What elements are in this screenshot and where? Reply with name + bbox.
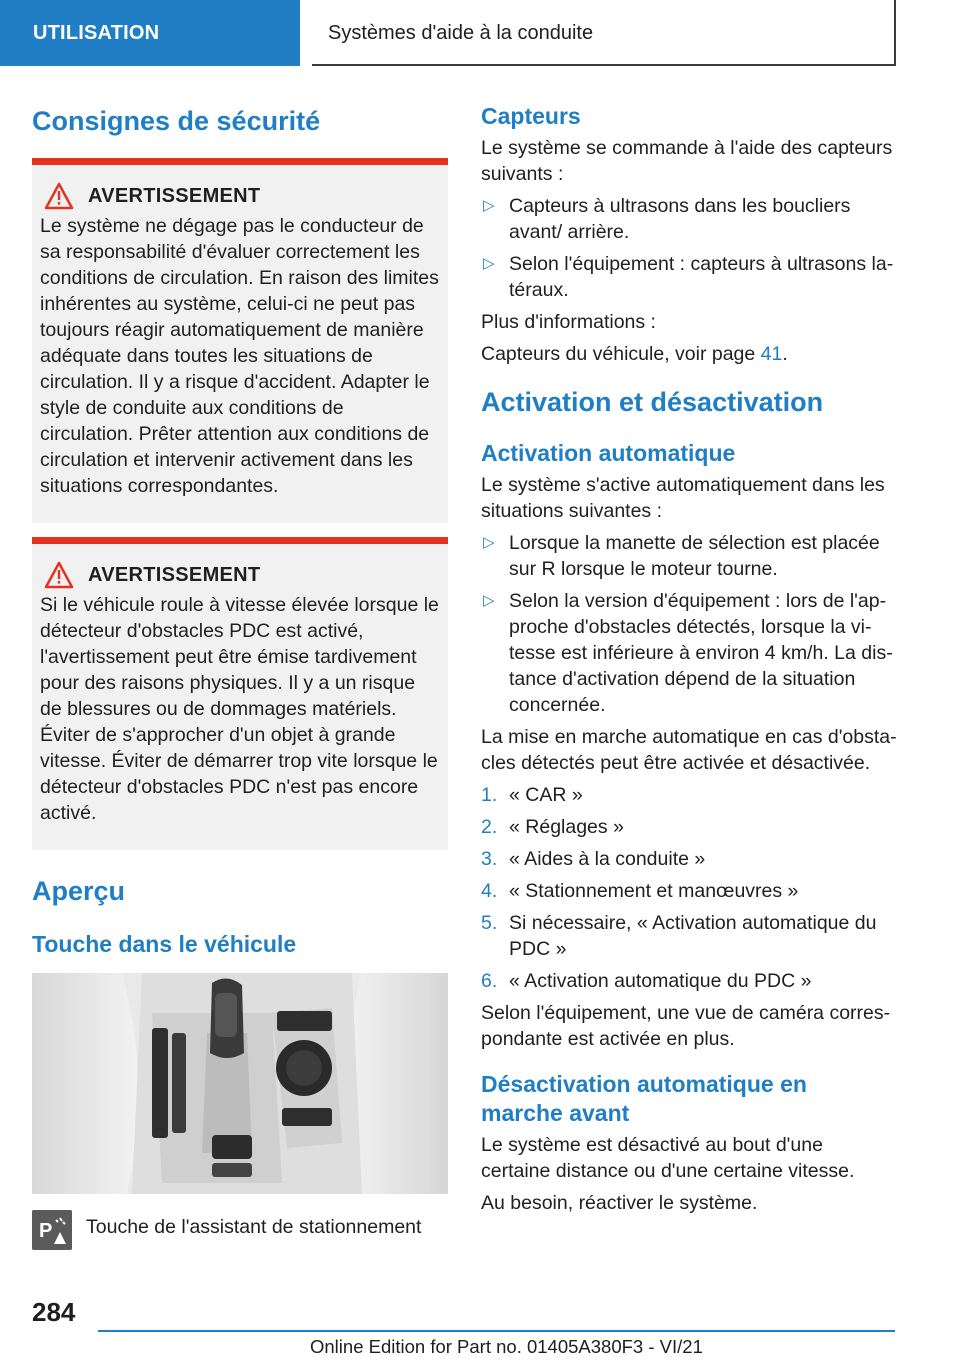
warning-triangle-icon bbox=[44, 561, 74, 589]
svg-text:P: P bbox=[39, 1220, 53, 1242]
right-column bbox=[481, 96, 897, 1216]
list-item: 2. « Réglages » bbox=[481, 816, 624, 838]
reactivate-text: Au besoin, réactiver le système. bbox=[481, 1192, 758, 1214]
warning-title: AVERTISSEMENT bbox=[88, 184, 261, 207]
list-item: 1. « CAR » bbox=[481, 784, 583, 806]
list-item: 6. « Activation automatique du PDC » bbox=[481, 970, 812, 992]
deactivation-heading: Désactivation automatique en marche avant bbox=[481, 1071, 807, 1126]
auto-activation-list bbox=[481, 530, 897, 718]
safety-heading: Consignes de sécurité bbox=[32, 106, 321, 136]
list-item: 4. « Stationnement et manœuvres » bbox=[481, 880, 799, 902]
edition-footer: Online Edition for Part no. 01405A380F3 - VI/21 bbox=[310, 1336, 703, 1357]
list-item: ▷ Lorsque la manette de sélection est placée sur R lorsque le moteur tourne. bbox=[483, 532, 880, 580]
chapter-title: Systèmes d'aide à la conduite bbox=[312, 0, 896, 66]
page-number: 284 bbox=[32, 1297, 76, 1327]
left-column bbox=[32, 96, 448, 1250]
triangle-bullet-icon: ▷ bbox=[483, 592, 495, 609]
page-link[interactable]: 41 bbox=[760, 343, 783, 365]
deactivation-text: Le système est désactivé au bout d'une certaine distance ou d'une certaine vitesse. bbox=[481, 1134, 855, 1182]
button-legend-text: Touche de l'assistant de stationnement bbox=[86, 1216, 422, 1238]
center-console-photo bbox=[32, 973, 448, 1194]
sensors-intro: Le système se commande à l'aide des capteurs suivants : bbox=[481, 137, 893, 185]
sensors-heading: Capteurs bbox=[481, 103, 581, 129]
list-item: ▷ Selon l'équipement : capteurs à ultrasons latéraux. bbox=[483, 253, 894, 301]
button-heading: Touche dans le véhicule bbox=[32, 931, 297, 957]
triangle-bullet-icon: ▷ bbox=[483, 534, 495, 551]
more-info-label: Plus d'informations : bbox=[481, 311, 656, 333]
overview-heading: Aperçu bbox=[32, 876, 126, 906]
footer-divider bbox=[98, 1330, 895, 1332]
sensors-list bbox=[481, 193, 897, 303]
section-tab: UTILISATION bbox=[0, 0, 300, 66]
triangle-bullet-icon: ▷ bbox=[483, 255, 495, 272]
warning-triangle-icon bbox=[44, 182, 74, 210]
warning-box bbox=[32, 537, 448, 850]
parking-assist-icon bbox=[32, 1210, 72, 1250]
warning-header bbox=[44, 181, 440, 211]
center-console-illustration bbox=[32, 973, 448, 1194]
warning-text: Le système ne dégage pas le conducteur de sa responsabilité d'évaluer correctement les conditions de circulation. En raison des limites inhérentes au système, celui-ci ne peut pas toujours réagir automatiquement de manière adéquate dans toutes les situations de circulation. Il y a risque d'accident. Adapter le style de conduite aux conditions de circulation. Prêter attention aux conditions de circulation et intervenir activement dans les situations correspondantes. bbox=[40, 215, 439, 497]
camera-note: Selon l'équipement, une vue de caméra correspondante est activée en plus. bbox=[481, 1002, 891, 1050]
auto-activation-note: La mise en marche automatique en cas d'obstacles détectés peut être activée et désactivée. bbox=[481, 726, 897, 774]
auto-activation-heading: Activation automatique bbox=[481, 440, 736, 466]
triangle-bullet-icon: ▷ bbox=[483, 197, 495, 214]
warning-box bbox=[32, 158, 448, 523]
button-legend bbox=[32, 1210, 448, 1250]
warning-header bbox=[44, 560, 440, 590]
warning-title: AVERTISSEMENT bbox=[88, 563, 261, 586]
cross-reference: Capteurs du véhicule, voir page 41. bbox=[481, 343, 788, 365]
steps-list bbox=[481, 782, 897, 994]
list-item: ▷ Selon la version d'équipement : lors de l'approche d'obstacles détectés, lorsque la vitesse est inférieure à environ 4 km/h. La distance d'activation dépend de la situation concernée. bbox=[483, 590, 893, 716]
list-item: 5. Si nécessaire, « Activation automatique du PDC » bbox=[481, 912, 877, 960]
warning-text: Si le véhicule roule à vitesse élevée lorsque le détecteur d'obstacles PDC est activé, l'avertissement peut être émise tardivement pour des raisons physiques. Il y a un risque de blessures ou de dommages matériels. Éviter de s'approcher d'un objet à grande vitesse. Éviter de démarrer trop vite lorsque le détecteur d'obstacles PDC n'est pas encore activé. bbox=[40, 594, 439, 824]
page-header bbox=[0, 0, 960, 66]
list-item: 3. « Aides à la conduite » bbox=[481, 848, 706, 870]
activation-heading: Activation et désactivation bbox=[481, 387, 824, 417]
auto-activation-intro: Le système s'active automatiquement dans les situations suivantes : bbox=[481, 474, 885, 522]
list-item: ▷ Capteurs à ultrasons dans les boucliers avant/ arrière. bbox=[483, 195, 851, 243]
